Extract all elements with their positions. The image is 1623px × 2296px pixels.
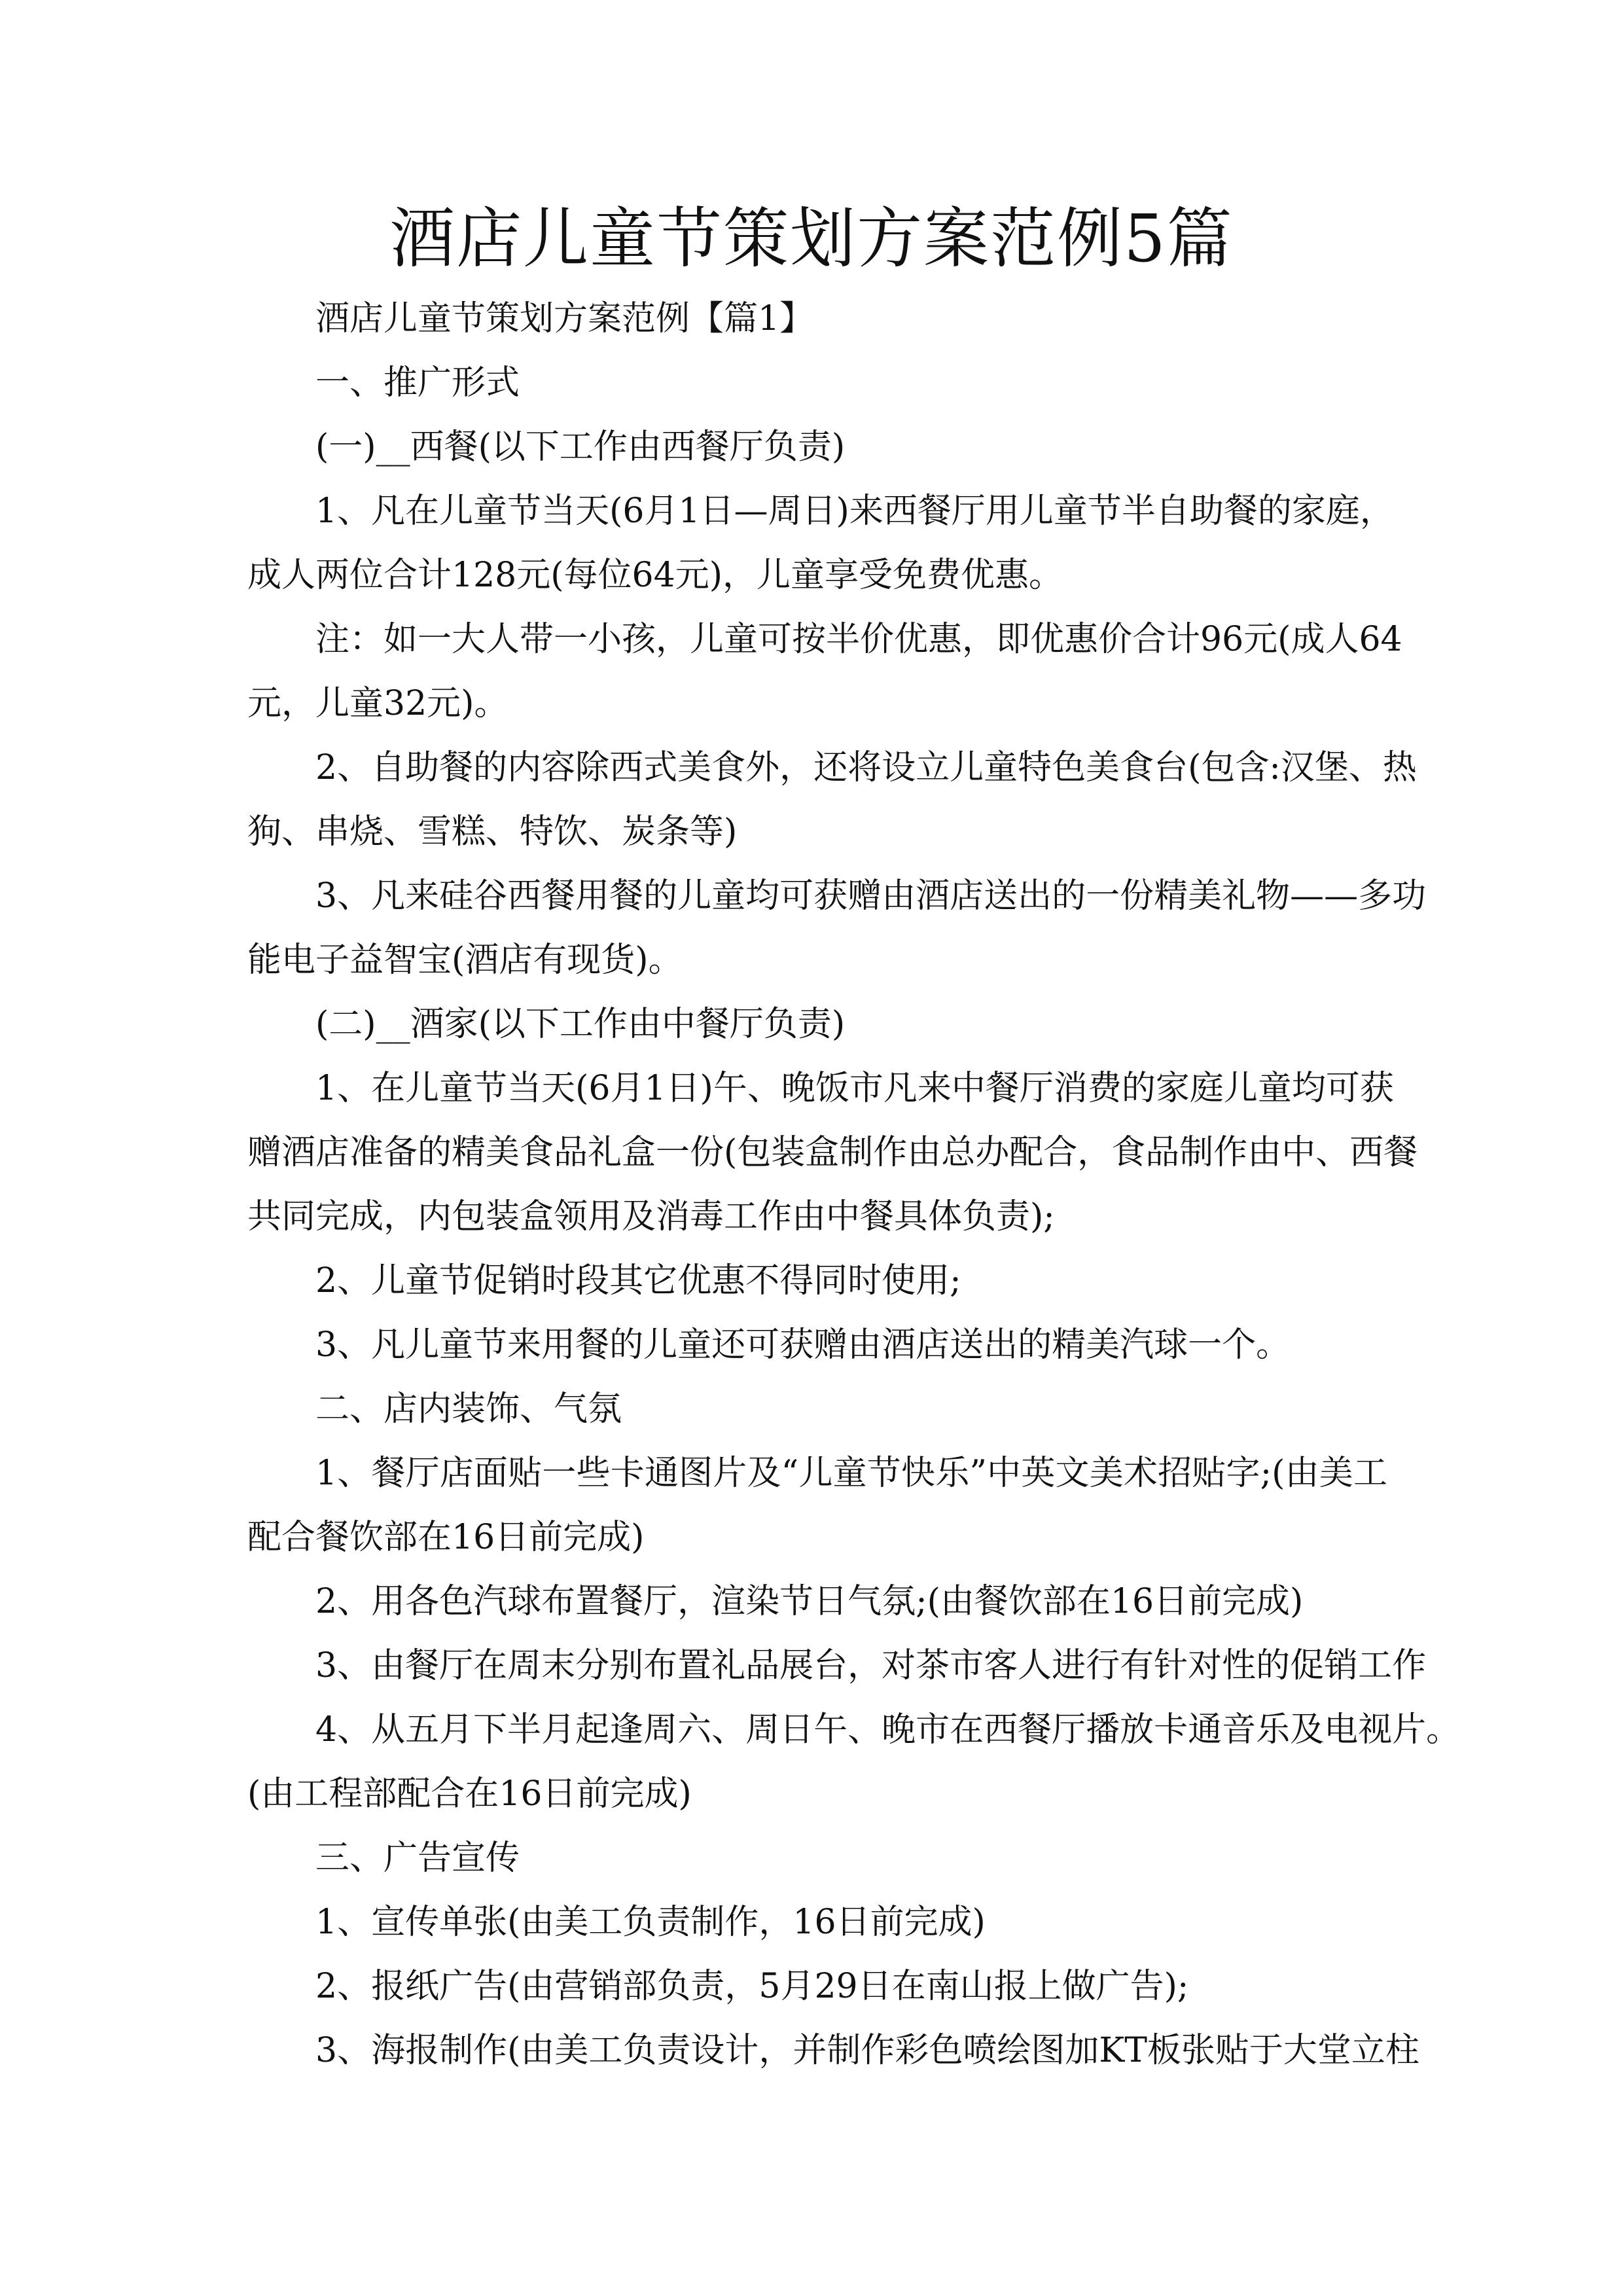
document-title: 酒店儿童节策划方案范例5篇 bbox=[389, 200, 1234, 277]
heading-advertising: 三、广告宣传 bbox=[315, 1839, 520, 1878]
paragraph-line: 1、凡在儿童节当天(6月1日—周日)来西餐厅用儿童节半自助餐的家庭， bbox=[315, 492, 1394, 531]
paragraph-line: 1、餐厅店面贴一些卡通图片及“儿童节快乐”中英文美术招贴字;(由美工 bbox=[315, 1454, 1387, 1493]
paragraph-line: 注：如一大人带一小孩，儿童可按半价优惠，即优惠价合计96元(成人64 bbox=[315, 620, 1402, 659]
paragraph-line: 2、自助餐的内容除西式美食外，还将设立儿童特色美食台(包含:汉堡、热 bbox=[315, 748, 1417, 787]
paragraph-line: 2、报纸广告(由营销部负责，5月29日在南山报上做广告); bbox=[315, 1967, 1189, 2006]
paragraph-line: 狗、串烧、雪糕、特饮、炭条等) bbox=[247, 812, 738, 852]
subheading-western: (一)__西餐(以下工作由西餐厅负责) bbox=[315, 427, 846, 467]
paragraph-line: 1、在儿童节当天(6月1日)午、晚饭市凡来中餐厅消费的家庭儿童均可获 bbox=[315, 1069, 1394, 1108]
paragraph-line: 3、由餐厅在周末分别布置礼品展台，对茶市客人进行有针对性的促销工作 bbox=[315, 1646, 1427, 1685]
paragraph-line: 配合餐饮部在16日前完成) bbox=[247, 1518, 645, 1557]
paragraph-line: 1、宣传单张(由美工负责制作，16日前完成) bbox=[315, 1903, 986, 1942]
subheading-chinese: (二)__酒家(以下工作由中餐厅负责) bbox=[315, 1005, 846, 1044]
paragraph-line: 赠酒店准备的精美食品礼盒一份(包装盒制作由总办配合，食品制作由中、西餐 bbox=[247, 1133, 1418, 1172]
paragraph-line: 2、儿童节促销时段其它优惠不得同时使用; bbox=[315, 1261, 961, 1300]
document-body bbox=[247, 287, 1461, 2083]
paragraph-line: 2、用各色汽球布置餐厅，渲染节日气氛;(由餐饮部在16日前完成) bbox=[315, 1582, 1304, 1621]
paragraph-line: 3、凡来硅谷西餐用餐的儿童均可获赠由酒店送出的一份精美礼物——多功 bbox=[315, 876, 1427, 916]
paragraph-line: 4、从五月下半月起逢周六、周日午、晚市在西餐厅播放卡通音乐及电视片。 bbox=[315, 1710, 1461, 1749]
heading-decoration: 二、店内装饰、气氛 bbox=[315, 1390, 622, 1429]
paragraph-line: (由工程部配合在16日前完成) bbox=[247, 1774, 692, 1814]
paragraph-line: 3、凡儿童节来用餐的儿童还可获赠由酒店送出的精美汽球一个。 bbox=[315, 1325, 1291, 1365]
paragraph-line: 3、海报制作(由美工负责设计，并制作彩色喷绘图加KT板张贴于大堂立柱 bbox=[315, 2031, 1419, 2070]
paragraph-line: 能电子益智宝(酒店有现货)。 bbox=[247, 941, 683, 980]
heading-promotion: 一、推广形式 bbox=[315, 363, 520, 403]
paragraph-line: 共同完成，内包装盒领用及消毒工作由中餐具体负责); bbox=[247, 1197, 1055, 1236]
section-heading: 酒店儿童节策划方案范例【篇1】 bbox=[315, 299, 814, 338]
paragraph-line: 元，儿童32元)。 bbox=[247, 684, 508, 723]
paragraph-line: 成人两位合计128元(每位64元)，儿童享受免费优惠。 bbox=[247, 556, 1063, 595]
